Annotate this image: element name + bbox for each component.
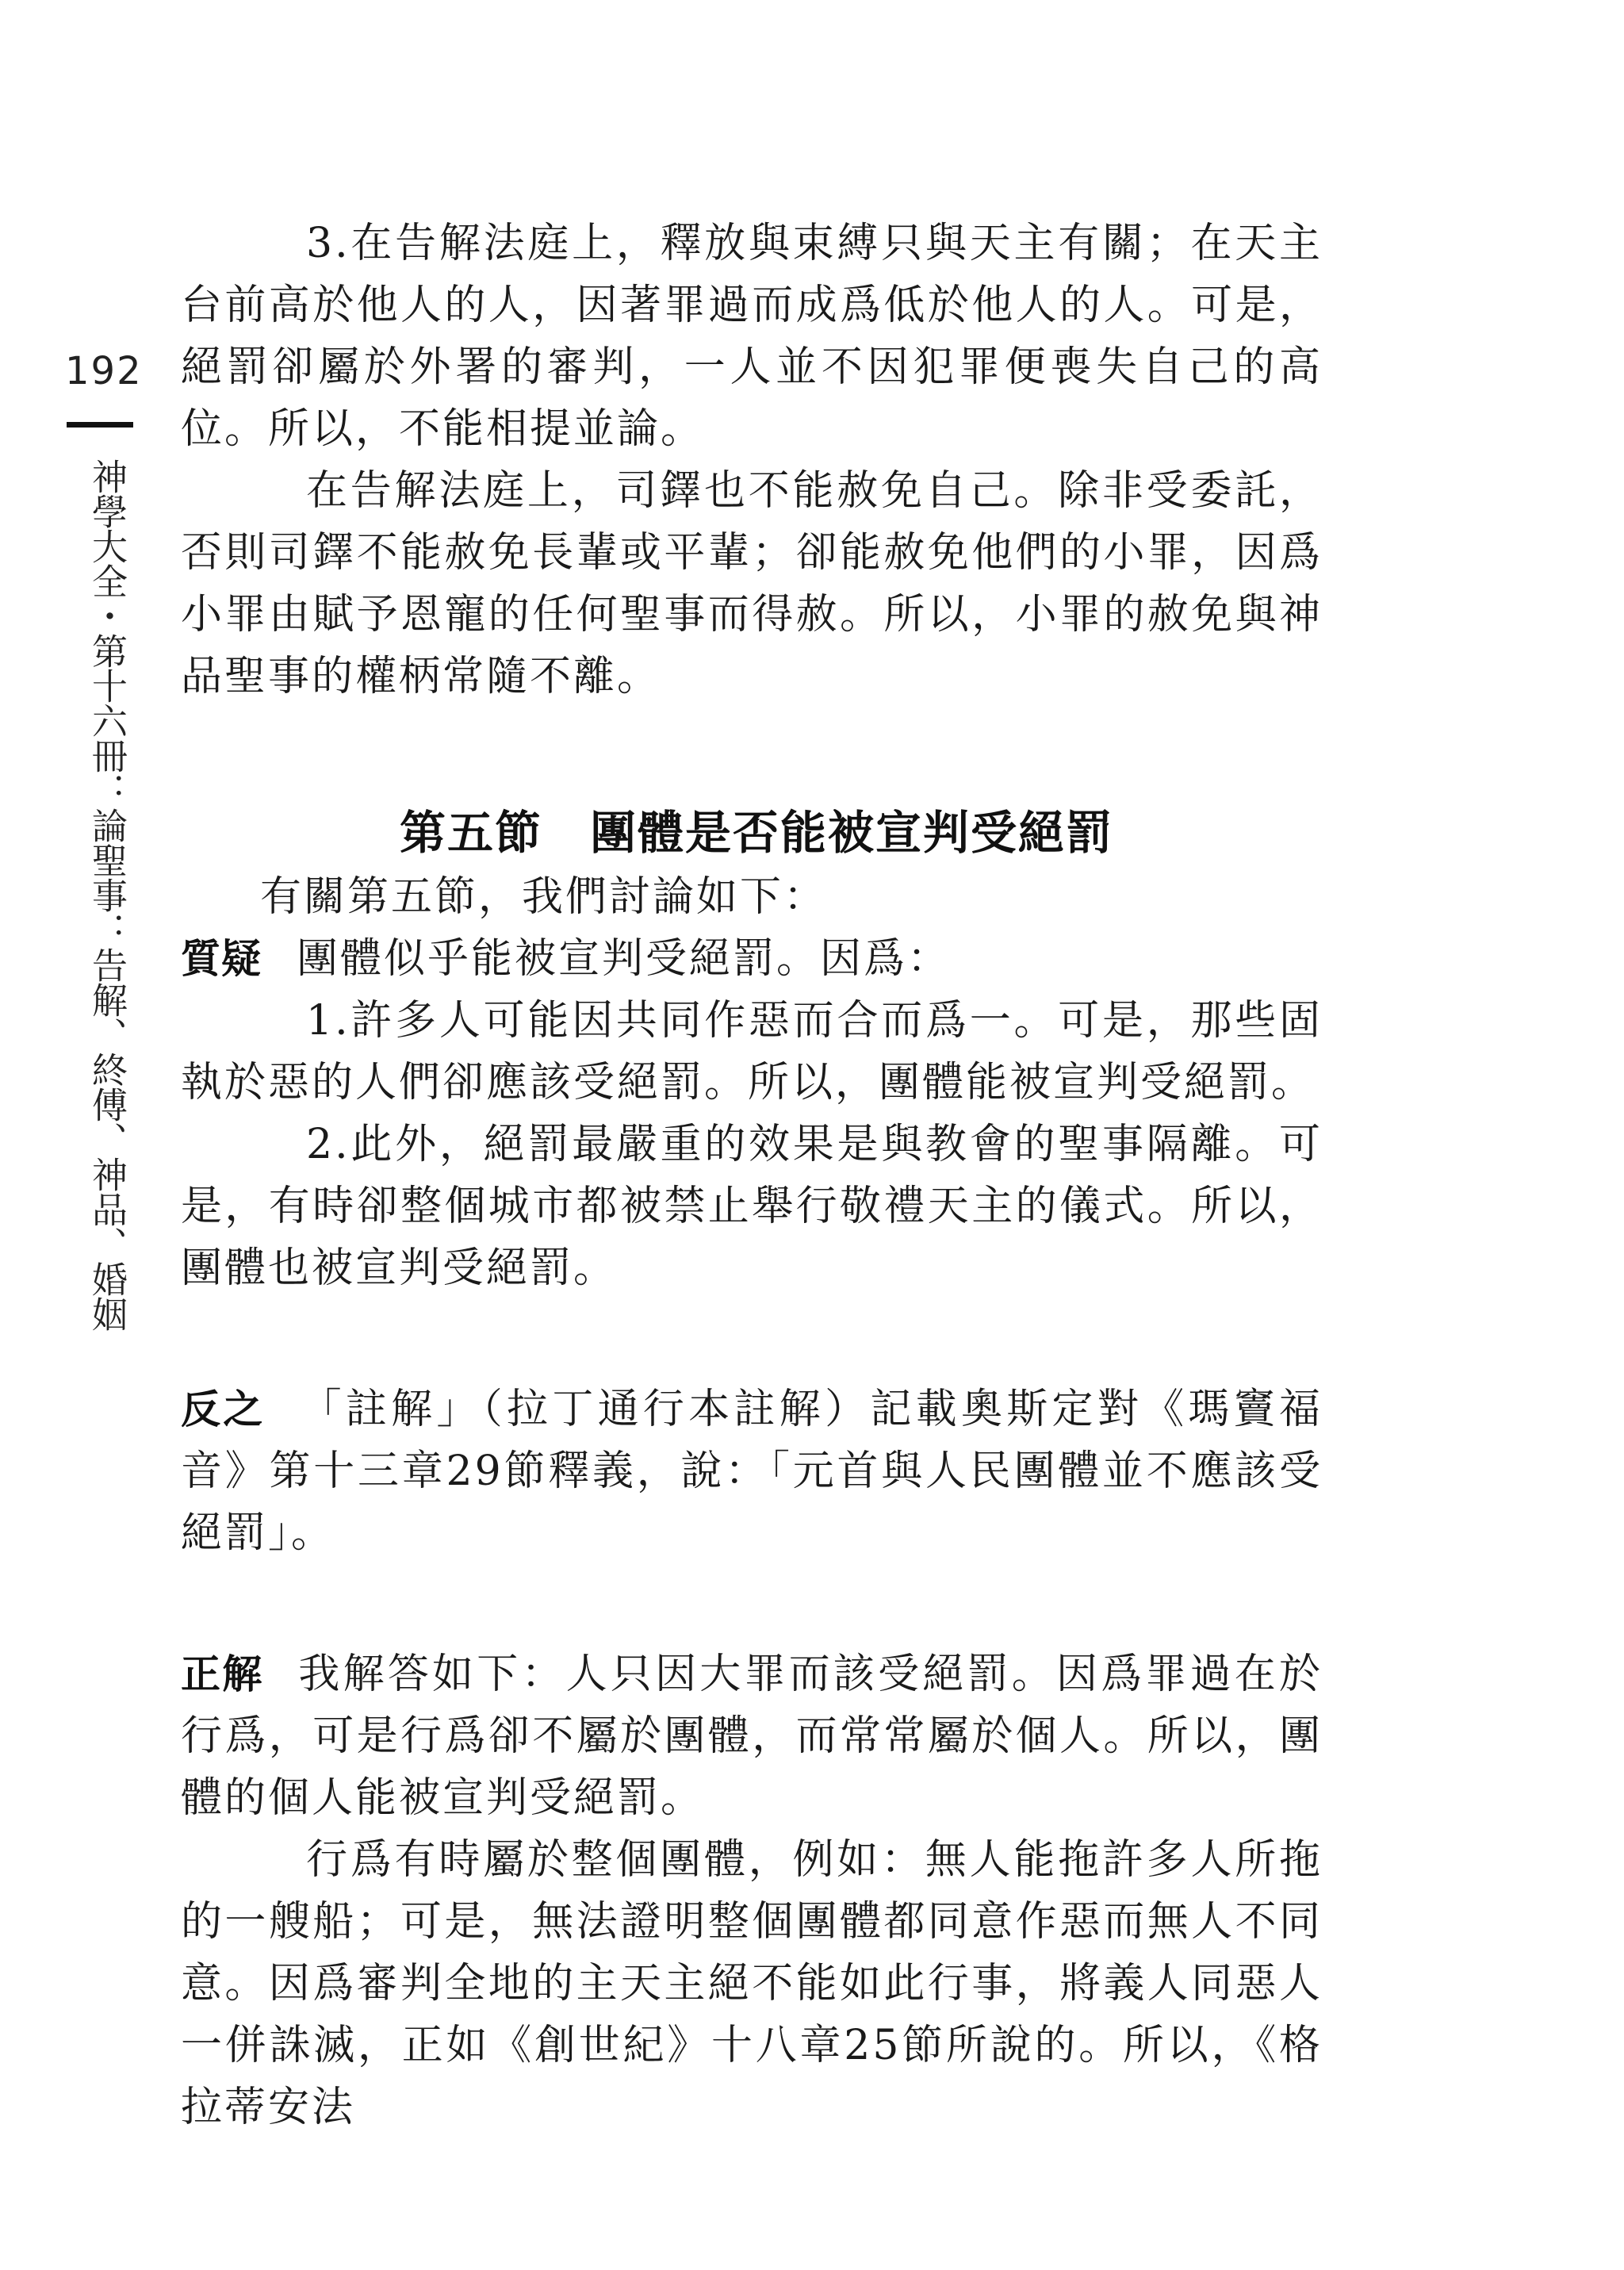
section-intro: 有關第五節，我們討論如下： [260,873,828,921]
objection-text: 團體似乎能被宣判受絕罰。因爲： [297,935,952,983]
sed-contra-label: 反之 [181,1386,266,1432]
objection-label: 質疑 [181,936,262,982]
respondeo-label: 正解 [181,1651,264,1697]
objection-heading [181,928,1323,990]
running-head: 神學大全・第十六冊：論聖事：告解、終傅、神品、婚姻 [86,458,128,1331]
page-number: 192 [65,349,143,393]
respondeo-continued: 行爲有時屬於整個團體，例如：無人能拖許多人所拖的一艘船；可是，無法證明整個團體都同意作惡而無人不同意。因爲審判全地的主天主絕不能如此行事，將義人同惡人一併誅滅，正如《創世紀》十八章25節所說的。所以，《格拉蒂安法 [181,1836,1323,2131]
spacer [181,1564,1323,1643]
body-text [181,213,1323,2138]
sed-contra [181,1378,1323,1564]
objection-2: 2.此外，絕罰最嚴重的效果是與教會的聖事隔離。可是，有時卻整個城市都被禁止舉行敬禮天主的儀式。所以，團體也被宣判受絕罰。 [181,1121,1323,1292]
section-title: 第五節 團體是否能被宣判受絕罰 [400,806,1114,860]
spacer [181,1299,1323,1378]
reply-paragraph-3-continued: 在告解法庭上，司鐸也不能赦免自己。除非受委託，否則司鐸不能赦免長輩或平輩；卻能赦免他們的小罪，因爲小罪由賦予恩寵的任何聖事而得赦。所以，小罪的赦免與神品聖事的權柄常隨不離。 [181,467,1323,700]
respondeo [181,1643,1323,1829]
respondeo-text: 我解答如下：人只因大罪而該受絕罰。因爲罪過在於行爲，可是行爲卻不屬於團體，而常常屬於個人。所以，團體的個人能被宣判受絕罰。 [181,1651,1323,1822]
reply-paragraph-3: 3.在告解法庭上，釋放與束縛只與天主有關；在天主台前高於他人的人，因著罪過而成爲低於他人的人。可是，絕罰卻屬於外署的審判，一人並不因犯罪便喪失自己的高位。所以，不能相提並論。 [181,220,1323,453]
objection-1: 1.許多人可能因共同作惡而合而爲一。可是，那些固執於惡的人們卻應該受絕罰。所以，團體能被宣判受絕罰。 [181,997,1323,1106]
margin-rule [67,422,133,428]
sed-contra-text: 「註解」（拉丁通行本註解）記載奧斯定對《瑪竇福音》第十三章29節釋義，說：「元首與人民團體並不應該受絕罰」。 [181,1386,1323,1557]
